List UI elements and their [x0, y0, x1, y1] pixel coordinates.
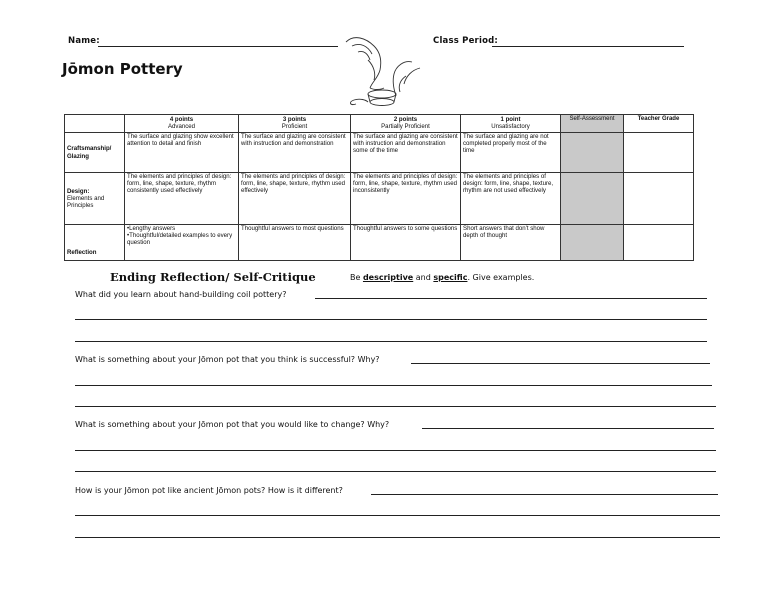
name-label: Name:: [68, 36, 100, 46]
answer-line[interactable]: [75, 406, 716, 407]
rubric-cell: The surface and glazing show excellent attention to detail and finish: [125, 133, 239, 173]
rubric-cell: •Lengthy answers •Thoughtful/detailed examples to every question: [125, 225, 239, 261]
rubric-cell: The elements and principles of design: form, line, shape, texture, rhythm are not used effectively: [461, 173, 561, 225]
rubric-cell: The elements and principles of design: form, line, shape, texture, rhythm consistently used effectively: [125, 173, 239, 225]
rubric-row-reflection: [65, 225, 694, 261]
name-field[interactable]: [98, 46, 338, 47]
answer-line[interactable]: [75, 450, 716, 451]
rubric-row-design: [65, 173, 694, 225]
question-3: What is something about your Jōmon pot that you would like to change? Why?: [75, 420, 390, 429]
teacher-grade-cell[interactable]: [624, 133, 694, 173]
rubric-corner-cell: [65, 115, 125, 133]
answer-line[interactable]: [75, 515, 720, 516]
answer-line[interactable]: [75, 471, 716, 472]
answer-line[interactable]: [75, 537, 720, 538]
criterion-label: Craftsmanship/ Glazing: [65, 133, 125, 173]
class-period-field[interactable]: [492, 46, 684, 47]
rubric-cell: The surface and glazing are consistent with instruction and demonstration: [239, 133, 351, 173]
answer-line[interactable]: [371, 494, 718, 495]
class-period-label: Class Period:: [433, 36, 498, 46]
self-assessment-cell[interactable]: [561, 133, 624, 173]
teacher-grade-cell[interactable]: [624, 225, 694, 261]
rubric-col-header: 4 points Advanced: [125, 115, 239, 133]
reflection-instruction: Be descriptive and specific. Give examples.: [350, 273, 535, 282]
rubric-col-header: 1 point Unsatisfactory: [461, 115, 561, 133]
criterion-label: Reflection: [65, 225, 125, 261]
answer-line[interactable]: [75, 385, 712, 386]
rubric-table: [64, 114, 694, 261]
page-title: Jōmon Pottery: [62, 60, 183, 78]
self-assessment-header: Self-Assessment: [561, 115, 624, 133]
rubric-cell: The surface and glazing are not completed properly most of the time: [461, 133, 561, 173]
rubric-cell: The elements and principles of design: form, line, shape, texture, rhythm used inconsistently: [351, 173, 461, 225]
answer-line[interactable]: [315, 298, 707, 299]
rubric-cell: The surface and glazing are consistent with instruction and demonstration some of the time: [351, 133, 461, 173]
rubric-cell: Thoughtful answers to most questions: [239, 225, 351, 261]
hands-coiling-clay-pot-icon: [340, 30, 425, 110]
question-1: What did you learn about hand-building coil pottery?: [75, 290, 287, 299]
answer-line[interactable]: [75, 341, 707, 342]
teacher-grade-header: Teacher Grade: [624, 115, 694, 133]
reflection-title: Ending Reflection/ Self-Critique: [110, 270, 316, 284]
rubric-header-row: [65, 115, 694, 133]
answer-line[interactable]: [422, 428, 714, 429]
rubric-cell: Short answers that don't show depth of thought: [461, 225, 561, 261]
self-assessment-cell[interactable]: [561, 173, 624, 225]
answer-line[interactable]: [75, 319, 707, 320]
rubric-col-header: 3 points Proficient: [239, 115, 351, 133]
answer-line[interactable]: [411, 363, 710, 364]
rubric-col-header: 2 points Partially Proficient: [351, 115, 461, 133]
question-2: What is something about your Jōmon pot that you think is successful? Why?: [75, 355, 380, 364]
question-4: How is your Jōmon pot like ancient Jōmon pots? How is it different?: [75, 486, 343, 495]
criterion-label: Design: Elements and Principles: [65, 173, 125, 225]
rubric-cell: The elements and principles of design: form, line, shape, texture, rhythm used effectively: [239, 173, 351, 225]
self-assessment-cell[interactable]: [561, 225, 624, 261]
rubric-cell: Thoughtful answers to some questions: [351, 225, 461, 261]
rubric-row-craftsmanship: [65, 133, 694, 173]
teacher-grade-cell[interactable]: [624, 173, 694, 225]
